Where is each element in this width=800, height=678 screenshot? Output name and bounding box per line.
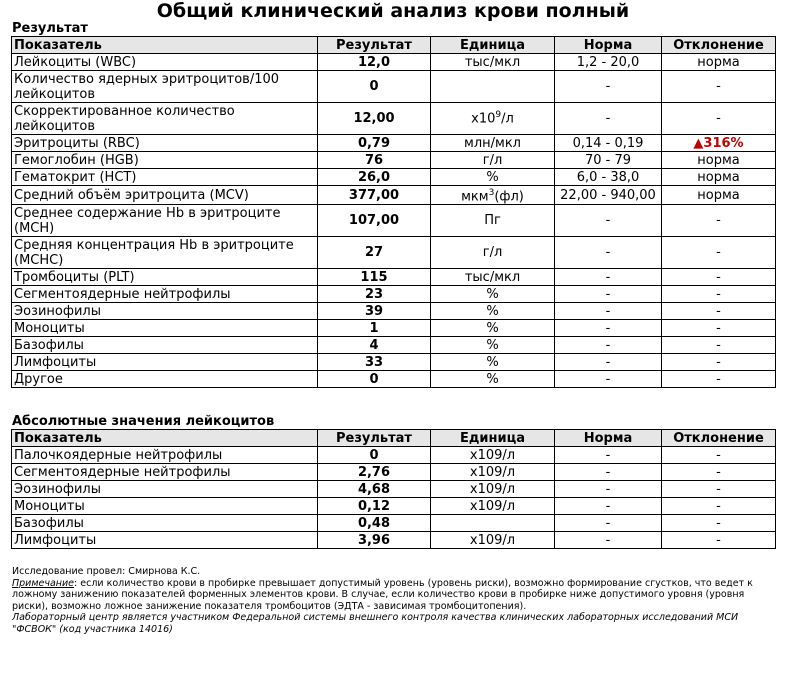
row-deviation: - [662, 481, 776, 498]
row-unit: x109/л [431, 498, 555, 515]
table-row [12, 269, 776, 286]
row-deviation: - [662, 532, 776, 549]
row-norm: - [555, 447, 662, 464]
note-label: Примечание [12, 577, 75, 589]
results-header-row [12, 37, 776, 54]
row-deviation: - [662, 303, 776, 320]
row-result: 115 [318, 269, 431, 286]
row-deviation: - [662, 337, 776, 354]
header-unit: Единица [431, 37, 555, 54]
table-row [12, 481, 776, 498]
row-result: 76 [318, 152, 431, 169]
row-result: 39 [318, 303, 431, 320]
row-unit: г/л [431, 237, 555, 269]
row-deviation: - [662, 371, 776, 388]
row-deviation: - [662, 498, 776, 515]
report-footer [12, 566, 782, 635]
row-unit: x109/л [431, 464, 555, 481]
header-unit: Единица [431, 430, 555, 447]
row-unit: % [431, 371, 555, 388]
row-deviation: норма [662, 152, 776, 169]
row-indicator: Эозинофилы [12, 481, 318, 498]
row-deviation: - [662, 515, 776, 532]
row-norm: - [555, 103, 662, 135]
absolute-header-row [12, 430, 776, 447]
absolute-values-table [11, 429, 776, 549]
row-norm: - [555, 481, 662, 498]
row-unit [431, 103, 555, 135]
table-row [12, 498, 776, 515]
header-deviation: Отклонение [662, 430, 776, 447]
row-norm: - [555, 532, 662, 549]
row-unit: % [431, 337, 555, 354]
row-result: 3,96 [318, 532, 431, 549]
row-indicator: Моноциты [12, 498, 318, 515]
table-row [12, 205, 776, 237]
row-norm: - [555, 320, 662, 337]
row-indicator: Скорректированное количество лейкоцитов [12, 103, 318, 135]
row-unit: % [431, 354, 555, 371]
row-unit: млн/мкл [431, 135, 555, 152]
row-indicator: Эритроциты (RBC) [12, 135, 318, 152]
row-norm: - [555, 498, 662, 515]
table-row [12, 320, 776, 337]
researcher-line: Исследование провел: Смирнова К.С. [12, 566, 201, 577]
row-norm: - [555, 371, 662, 388]
row-result: 4 [318, 337, 431, 354]
row-result: 107,00 [318, 205, 431, 237]
row-deviation: - [662, 354, 776, 371]
row-norm: - [555, 286, 662, 303]
row-result: 0,12 [318, 498, 431, 515]
note-paragraph [12, 578, 782, 613]
table-row [12, 303, 776, 320]
row-deviation: норма [662, 169, 776, 186]
row-unit: x109/л [431, 532, 555, 549]
table-row [12, 464, 776, 481]
header-result: Результат [318, 37, 431, 54]
row-unit: x109/л [431, 481, 555, 498]
row-indicator: Тромбоциты (PLT) [12, 269, 318, 286]
row-norm: - [555, 515, 662, 532]
row-unit: % [431, 303, 555, 320]
report-title: Общий клинический анализ крови полный [156, 0, 630, 22]
unit-superscript: 9 [495, 110, 502, 121]
row-unit: x109/л [431, 447, 555, 464]
table-row [12, 337, 776, 354]
row-norm: 22,00 - 940,00 [555, 186, 662, 205]
row-norm: - [555, 337, 662, 354]
row-indicator: Средний объём эритроцита (MCV) [12, 186, 318, 205]
row-indicator: Базофилы [12, 337, 318, 354]
unit-tail: /л [501, 111, 514, 127]
table-row [12, 371, 776, 388]
header-indicator: Показатель [12, 37, 318, 54]
unit-base: x10 [471, 111, 496, 127]
row-result: 0 [318, 71, 431, 103]
header-norm: Норма [555, 430, 662, 447]
row-indicator: Лимфоциты [12, 532, 318, 549]
row-unit: тыс/мкл [431, 269, 555, 286]
row-unit: тыс/мкл [431, 54, 555, 71]
lab-statement: Лабораторный центр является участником Федеральной системы внешнего контроля качества клинических лабораторных исследований МСИ "ФСВОК" (код участника 14016) [12, 612, 739, 635]
row-deviation: - [662, 286, 776, 303]
row-norm: - [555, 269, 662, 286]
row-norm: 0,14 - 0,19 [555, 135, 662, 152]
row-indicator: Палочкоядерные нейтрофилы [12, 447, 318, 464]
table-row [12, 354, 776, 371]
row-result: 4,68 [318, 481, 431, 498]
section-absolute-title: Абсолютные значения лейкоцитов [12, 414, 275, 429]
row-indicator: Сегментоядерные нейтрофилы [12, 464, 318, 481]
row-unit: Пг [431, 205, 555, 237]
header-deviation: Отклонение [662, 37, 776, 54]
row-deviation: - [662, 71, 776, 103]
row-norm: - [555, 71, 662, 103]
row-unit: г/л [431, 152, 555, 169]
row-norm: - [555, 464, 662, 481]
unit-tail: (фл) [494, 189, 524, 205]
table-row [12, 447, 776, 464]
row-norm: - [555, 303, 662, 320]
header-result: Результат [318, 430, 431, 447]
row-deviation: - [662, 237, 776, 269]
row-norm: - [555, 237, 662, 269]
row-indicator: Лейкоциты (WBC) [12, 54, 318, 71]
row-norm: 70 - 79 [555, 152, 662, 169]
row-deviation: - [662, 269, 776, 286]
row-result: 27 [318, 237, 431, 269]
table-row [12, 186, 776, 205]
table-row [12, 54, 776, 71]
row-result: 2,76 [318, 464, 431, 481]
table-row [12, 103, 776, 135]
results-table [11, 36, 776, 388]
table-row [12, 237, 776, 269]
unit-base: мкм [461, 189, 489, 205]
row-indicator: Базофилы [12, 515, 318, 532]
row-deviation: - [662, 464, 776, 481]
row-norm: 6,0 - 38,0 [555, 169, 662, 186]
row-result: 1 [318, 320, 431, 337]
row-indicator: Сегментоядерные нейтрофилы [12, 286, 318, 303]
unit-superscript: 3 [488, 188, 495, 198]
row-deviation: - [662, 320, 776, 337]
row-indicator: Среднее содержание Hb в эритроците (MCH) [12, 205, 318, 237]
row-deviation: ▲316% [662, 135, 776, 152]
table-row [12, 71, 776, 103]
table-row [12, 515, 776, 532]
row-deviation: норма [662, 54, 776, 71]
row-result: 0 [318, 447, 431, 464]
section-results-title: Результат [12, 21, 88, 36]
row-result: 377,00 [318, 186, 431, 205]
row-indicator: Моноциты [12, 320, 318, 337]
row-unit: % [431, 286, 555, 303]
row-unit [431, 186, 555, 205]
row-unit: % [431, 320, 555, 337]
row-deviation: - [662, 447, 776, 464]
row-result: 33 [318, 354, 431, 371]
row-norm: - [555, 354, 662, 371]
row-unit: % [431, 169, 555, 186]
table-row [12, 152, 776, 169]
row-norm: 1,2 - 20,0 [555, 54, 662, 71]
table-row [12, 135, 776, 152]
row-indicator: Другое [12, 371, 318, 388]
row-indicator: Гемоглобин (HGB) [12, 152, 318, 169]
row-indicator: Гематокрит (HCT) [12, 169, 318, 186]
row-result: 26,0 [318, 169, 431, 186]
header-indicator: Показатель [12, 430, 318, 447]
row-deviation: - [662, 205, 776, 237]
row-result: 0 [318, 371, 431, 388]
header-norm: Норма [555, 37, 662, 54]
row-result: 0,48 [318, 515, 431, 532]
row-result: 0,79 [318, 135, 431, 152]
table-row [12, 286, 776, 303]
row-indicator: Количество ядерных эритроцитов/100 лейкоцитов [12, 71, 318, 103]
row-unit [431, 515, 555, 532]
row-unit [431, 71, 555, 103]
row-deviation: - [662, 103, 776, 135]
table-row [12, 532, 776, 549]
table-row [12, 169, 776, 186]
row-indicator: Средняя концентрация Hb в эритроците (MCHC) [12, 237, 318, 269]
row-indicator: Лимфоциты [12, 354, 318, 371]
row-result: 23 [318, 286, 431, 303]
note-text: : если количество крови в пробирке превышает допустимый уровень (уровень риски), возможно формирование сгустков, что ведет к ложному занижению показателей форменных элементов крови. В случае, если количество крови в пробирке ниже допустимого уровня (уровня риски), возможно ложное занижение показателя тромбоцитов (ЭДТА - зависимая тромбоцитопения). [12, 577, 753, 612]
row-indicator: Эозинофилы [12, 303, 318, 320]
row-deviation: норма [662, 186, 776, 205]
row-result: 12,00 [318, 103, 431, 135]
row-norm: - [555, 205, 662, 237]
row-result: 12,0 [318, 54, 431, 71]
